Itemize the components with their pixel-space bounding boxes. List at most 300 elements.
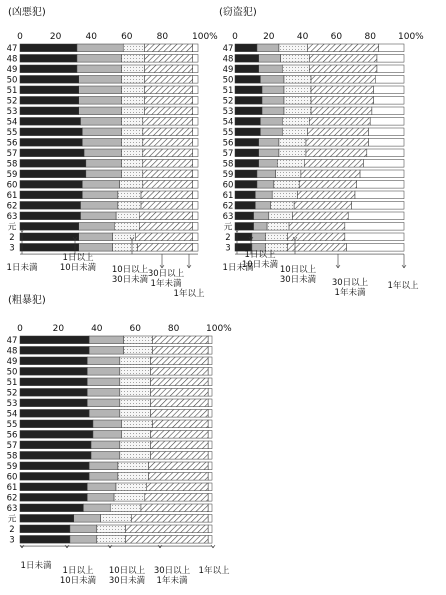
bar-segment [20,212,81,220]
bar-segment [141,191,193,199]
x-tick-label: 100% [398,32,424,42]
bar-segment [120,378,151,386]
bar-segment [121,170,142,178]
bar-segment [252,233,266,241]
bar-segment [254,212,269,220]
bar-segment [272,191,297,199]
bar-segment [345,233,404,241]
bar-segment [131,515,208,523]
bar-segment [235,139,259,147]
bar-segment [93,420,122,428]
category-label: 30日未満 [111,275,149,285]
bar-segment [82,191,118,199]
bar-segment [151,357,209,365]
bar-segment [208,452,212,460]
bar-segment [116,483,147,491]
category-label: 30日未満 [108,576,146,586]
bar-segment [208,399,212,407]
category-label: 1年以上 [173,289,205,299]
bar-segment [120,181,143,189]
category-label: 1日以上 [62,253,94,263]
chart-panel-0 [7,6,219,299]
year-label: 52 [6,388,18,399]
year-label: 2 [225,233,231,244]
bar-segment [208,473,212,481]
bar-segment [287,233,344,241]
category-label: 1年未満 [334,288,366,298]
bar-segment [208,504,212,512]
bar-segment [147,483,208,491]
bar-segment [259,149,279,157]
bar-segment [89,473,118,481]
category-label: 1日未満 [20,561,52,571]
category-label: 1日未満 [222,263,254,273]
year-label: 54 [6,409,18,420]
bar-segment [118,202,141,210]
year-label: 60 [6,180,18,191]
bar-segment [20,191,82,199]
bar-segment [84,149,121,157]
bar-segment [311,97,374,105]
bar-segment [294,202,351,210]
bar-segment [20,494,87,502]
bar-segment [91,452,120,460]
bar-segment [87,389,120,397]
bar-segment [208,431,212,439]
bar-segment [235,181,257,189]
bar-segment [193,223,198,231]
bar-segment [20,452,91,460]
bar-segment [86,170,122,178]
bar-segment [145,76,193,84]
category-label: 10日未満 [59,263,97,273]
bar-segment [120,399,151,407]
bar-segment [81,212,117,220]
year-label: 51 [6,378,18,389]
category-label: 30日以上 [153,566,191,576]
bar-segment [81,202,118,210]
year-label: 2 [9,233,15,244]
bar-segment [87,357,120,365]
bar-segment [20,483,87,491]
bar-segment [120,410,151,418]
chart-panel-2 [7,293,233,586]
bar-segment [308,128,369,136]
bar-segment [257,170,276,178]
year-label: 54 [222,117,234,128]
bar-segment [79,244,113,252]
year-label: 63 [222,212,234,223]
bar-segment [208,389,212,397]
year-label: 47 [222,44,234,55]
bar-segment [257,44,279,52]
year-label: 56 [222,138,234,149]
category-label: 1日以上 [62,566,94,576]
legend-leader-tick [67,545,69,548]
year-label: 47 [6,336,18,347]
bar-segment [208,536,212,544]
bar-segment [260,118,282,126]
x-tick-label: 20 [52,324,65,334]
bar-segment [110,504,141,512]
year-label: 57 [222,149,234,160]
bar-segment [145,86,193,94]
bar-segment [304,160,363,168]
bar-segment [193,244,198,252]
category-label: 1年未満 [156,576,188,586]
year-label: 60 [222,180,234,191]
bar-segment [89,347,124,355]
bar-segment [345,223,404,231]
x-tick-label: 80 [364,32,376,42]
bar-segment [235,44,257,52]
panel-title: (粗暴犯) [8,295,46,306]
year-label: 51 [222,86,234,97]
bar-segment [20,473,89,481]
bar-segment [235,170,257,178]
bar-segment [235,212,254,220]
bar-segment [352,202,404,210]
bar-segment [262,97,284,105]
bar-segment [20,525,70,533]
bar-segment [377,65,404,73]
bar-segment [86,160,122,168]
bar-segment [20,368,87,376]
bar-segment [235,128,260,136]
category-label: 30日以上 [331,278,369,288]
year-label: 56 [6,138,18,149]
bar-segment [121,118,142,126]
bar-segment [20,420,93,428]
bar-segment [20,233,79,241]
bar-segment [235,97,262,105]
year-label: 58 [6,451,18,462]
bar-segment [20,170,86,178]
x-tick-label: 20 [263,32,275,42]
bar-segment [121,149,142,157]
bar-segment [20,223,79,231]
year-label: 54 [6,117,18,128]
bar-segment [289,223,345,231]
bar-segment [208,462,212,470]
year-label: 55 [6,420,18,431]
year-label: 2 [9,525,15,536]
bar-segment [141,202,193,210]
bar-segment [257,181,274,189]
x-tick-label: 60 [121,32,133,42]
bar-segment [151,399,209,407]
bar-segment [137,244,192,252]
bar-segment [20,202,81,210]
bar-segment [123,44,144,52]
panel-title: (窃盗犯) [219,7,257,18]
bar-segment [20,128,82,136]
bar-segment [193,181,198,189]
bar-segment [121,97,144,105]
year-label: 3 [9,535,15,546]
bar-segment [143,170,193,178]
bar-segment [259,65,283,73]
bar-segment [369,139,404,147]
bar-segment [89,410,120,418]
bar-segment [259,160,278,168]
bar-segment [20,515,74,523]
bar-segment [235,76,260,84]
bar-segment [193,65,198,73]
bar-segment [143,160,193,168]
bar-segment [93,431,122,439]
bar-segment [193,118,198,126]
bar-segment [70,536,97,544]
bar-segment [284,86,311,94]
bar-segment [77,55,122,63]
bar-segment [20,86,79,94]
bar-segment [355,191,404,199]
bar-segment [193,233,198,241]
category-label: 10日以上 [279,265,317,275]
bar-segment [79,86,122,94]
bar-segment [20,357,87,365]
bar-segment [208,525,212,533]
year-label: 49 [6,357,18,368]
year-label: 53 [222,107,234,118]
bar-segment [235,118,260,126]
bar-segment [357,181,404,189]
bar-segment [145,44,193,52]
bar-segment [193,212,198,220]
bar-segment [116,212,139,220]
bar-segment [235,149,259,157]
bar-segment [311,86,374,94]
year-label: 49 [6,65,18,76]
bar-segment [235,223,254,231]
x-tick-label: 60 [330,32,343,42]
x-tick-label: 40 [85,32,97,42]
bar-segment [284,76,311,84]
bar-segment [311,107,372,115]
bar-segment [87,483,116,491]
bar-segment [363,160,404,168]
bar-segment [20,462,89,470]
category-label: 1日以上 [244,250,276,260]
bar-segment [20,347,89,355]
bar-segment [20,97,79,105]
bar-segment [20,504,83,512]
year-label: 47 [6,44,18,55]
bar-segment [235,107,262,115]
bar-segment [377,55,404,63]
bar-segment [284,97,311,105]
year-label: 61 [6,483,18,494]
bar-segment [274,181,299,189]
bar-segment [89,462,118,470]
bar-segment [20,44,77,52]
bar-segment [120,368,151,376]
bar-segment [282,65,309,73]
x-tick-label: 40 [296,32,309,42]
bar-segment [20,118,81,126]
bar-segment [301,170,360,178]
bar-segment [208,420,212,428]
year-label: 52 [222,96,234,107]
bar-segment [193,139,198,147]
bar-segment [208,441,212,449]
year-label: 59 [6,462,18,473]
bar-segment [20,399,87,407]
bar-segment [20,107,79,115]
bar-segment [139,223,192,231]
bar-segment [208,347,212,355]
bar-segment [121,139,142,147]
bar-segment [379,44,404,52]
bar-segment [235,55,259,63]
bar-segment [20,139,82,147]
bar-segment [287,244,346,252]
bar-segment [121,107,144,115]
bar-segment [367,149,404,157]
bar-segment [126,525,209,533]
x-tick-label: 60 [129,324,141,334]
bar-segment [149,473,209,481]
bar-segment [235,160,259,168]
bar-segment [235,65,259,73]
bar-segment [91,441,120,449]
bar-segment [79,97,122,105]
bar-segment [145,107,193,115]
bar-segment [82,128,121,136]
year-label: 元 [223,222,233,233]
year-label: 48 [6,346,18,357]
bar-segment [276,170,301,178]
bar-segment [152,347,208,355]
x-tick-label: 100% [192,32,218,42]
bar-segment [260,76,284,84]
bar-segment [152,420,208,428]
bar-segment [208,494,212,502]
bar-segment [136,233,193,241]
bar-segment [20,378,87,386]
bar-segment [193,202,198,210]
bar-segment [83,504,110,512]
bar-segment [145,65,193,73]
year-label: 50 [6,75,18,86]
category-label: 10日以上 [108,566,146,576]
year-label: 元 [7,514,17,525]
x-tick-label: 0 [17,324,23,334]
bar-segment [193,191,198,199]
bar-segment [87,494,114,502]
bar-segment [284,107,311,115]
year-label: 3 [9,243,15,254]
bar-segment [97,525,126,533]
bar-segment [262,107,284,115]
bar-segment [141,504,208,512]
bar-segment [235,86,262,94]
bar-segment [208,410,212,418]
category-label: 1日未満 [6,263,38,273]
bar-segment [375,76,404,84]
bar-segment [121,76,144,84]
bar-segment [114,223,139,231]
bar-segment [87,378,120,386]
bar-segment [306,139,369,147]
bar-segment [151,431,209,439]
bar-segment [208,483,212,491]
bar-segment [235,233,252,241]
bar-segment [208,378,212,386]
category-label: 10日未満 [59,576,97,586]
bar-segment [118,462,149,470]
year-label: 61 [222,191,234,202]
bar-segment [82,181,119,189]
year-label: 58 [222,159,234,170]
bar-segment [282,128,307,136]
year-label: 59 [222,170,234,181]
bar-segment [193,55,198,63]
chart-panel-1 [219,5,424,298]
bar-segment [259,139,279,147]
bar-segment [70,525,97,533]
category-label: 10日以上 [111,265,149,275]
bar-segment [143,181,193,189]
bar-segment [20,441,91,449]
x-tick-label: 100% [206,324,232,334]
year-label: 62 [6,493,18,504]
bar-segment [20,336,89,344]
bar-segment [74,515,101,523]
bar-segment [149,462,209,470]
bar-segment [20,536,70,544]
category-label: 1年未満 [150,279,182,289]
bar-segment [299,181,356,189]
category-label: 30日以上 [147,269,185,279]
year-label: 50 [6,367,18,378]
bar-segment [87,368,120,376]
bar-segment [121,86,144,94]
bar-segment [282,118,309,126]
bar-segment [124,347,153,355]
bar-segment [208,357,212,365]
bar-segment [193,170,198,178]
bar-segment [121,160,142,168]
bar-segment [193,76,198,84]
bar-segment [77,44,123,52]
bar-segment [79,76,122,84]
year-label: 55 [222,128,234,139]
year-label: 55 [6,128,18,139]
bar-segment [306,149,367,157]
bar-segment [279,139,306,147]
bar-segment [151,378,209,386]
bar-segment [143,118,193,126]
bar-segment [121,55,144,63]
bar-segment [20,149,84,157]
bar-segment [279,149,306,157]
bar-segment [118,191,141,199]
bar-segment [208,368,212,376]
bar-segment [265,233,287,241]
bar-segment [114,494,145,502]
bar-segment [121,65,144,73]
bar-segment [254,223,268,231]
bar-segment [143,149,193,157]
year-label: 48 [222,54,234,65]
bar-segment [120,452,151,460]
bar-segment [120,357,151,365]
bar-segment [87,399,120,407]
bar-segment [259,55,281,63]
x-tick-label: 20 [49,32,62,42]
